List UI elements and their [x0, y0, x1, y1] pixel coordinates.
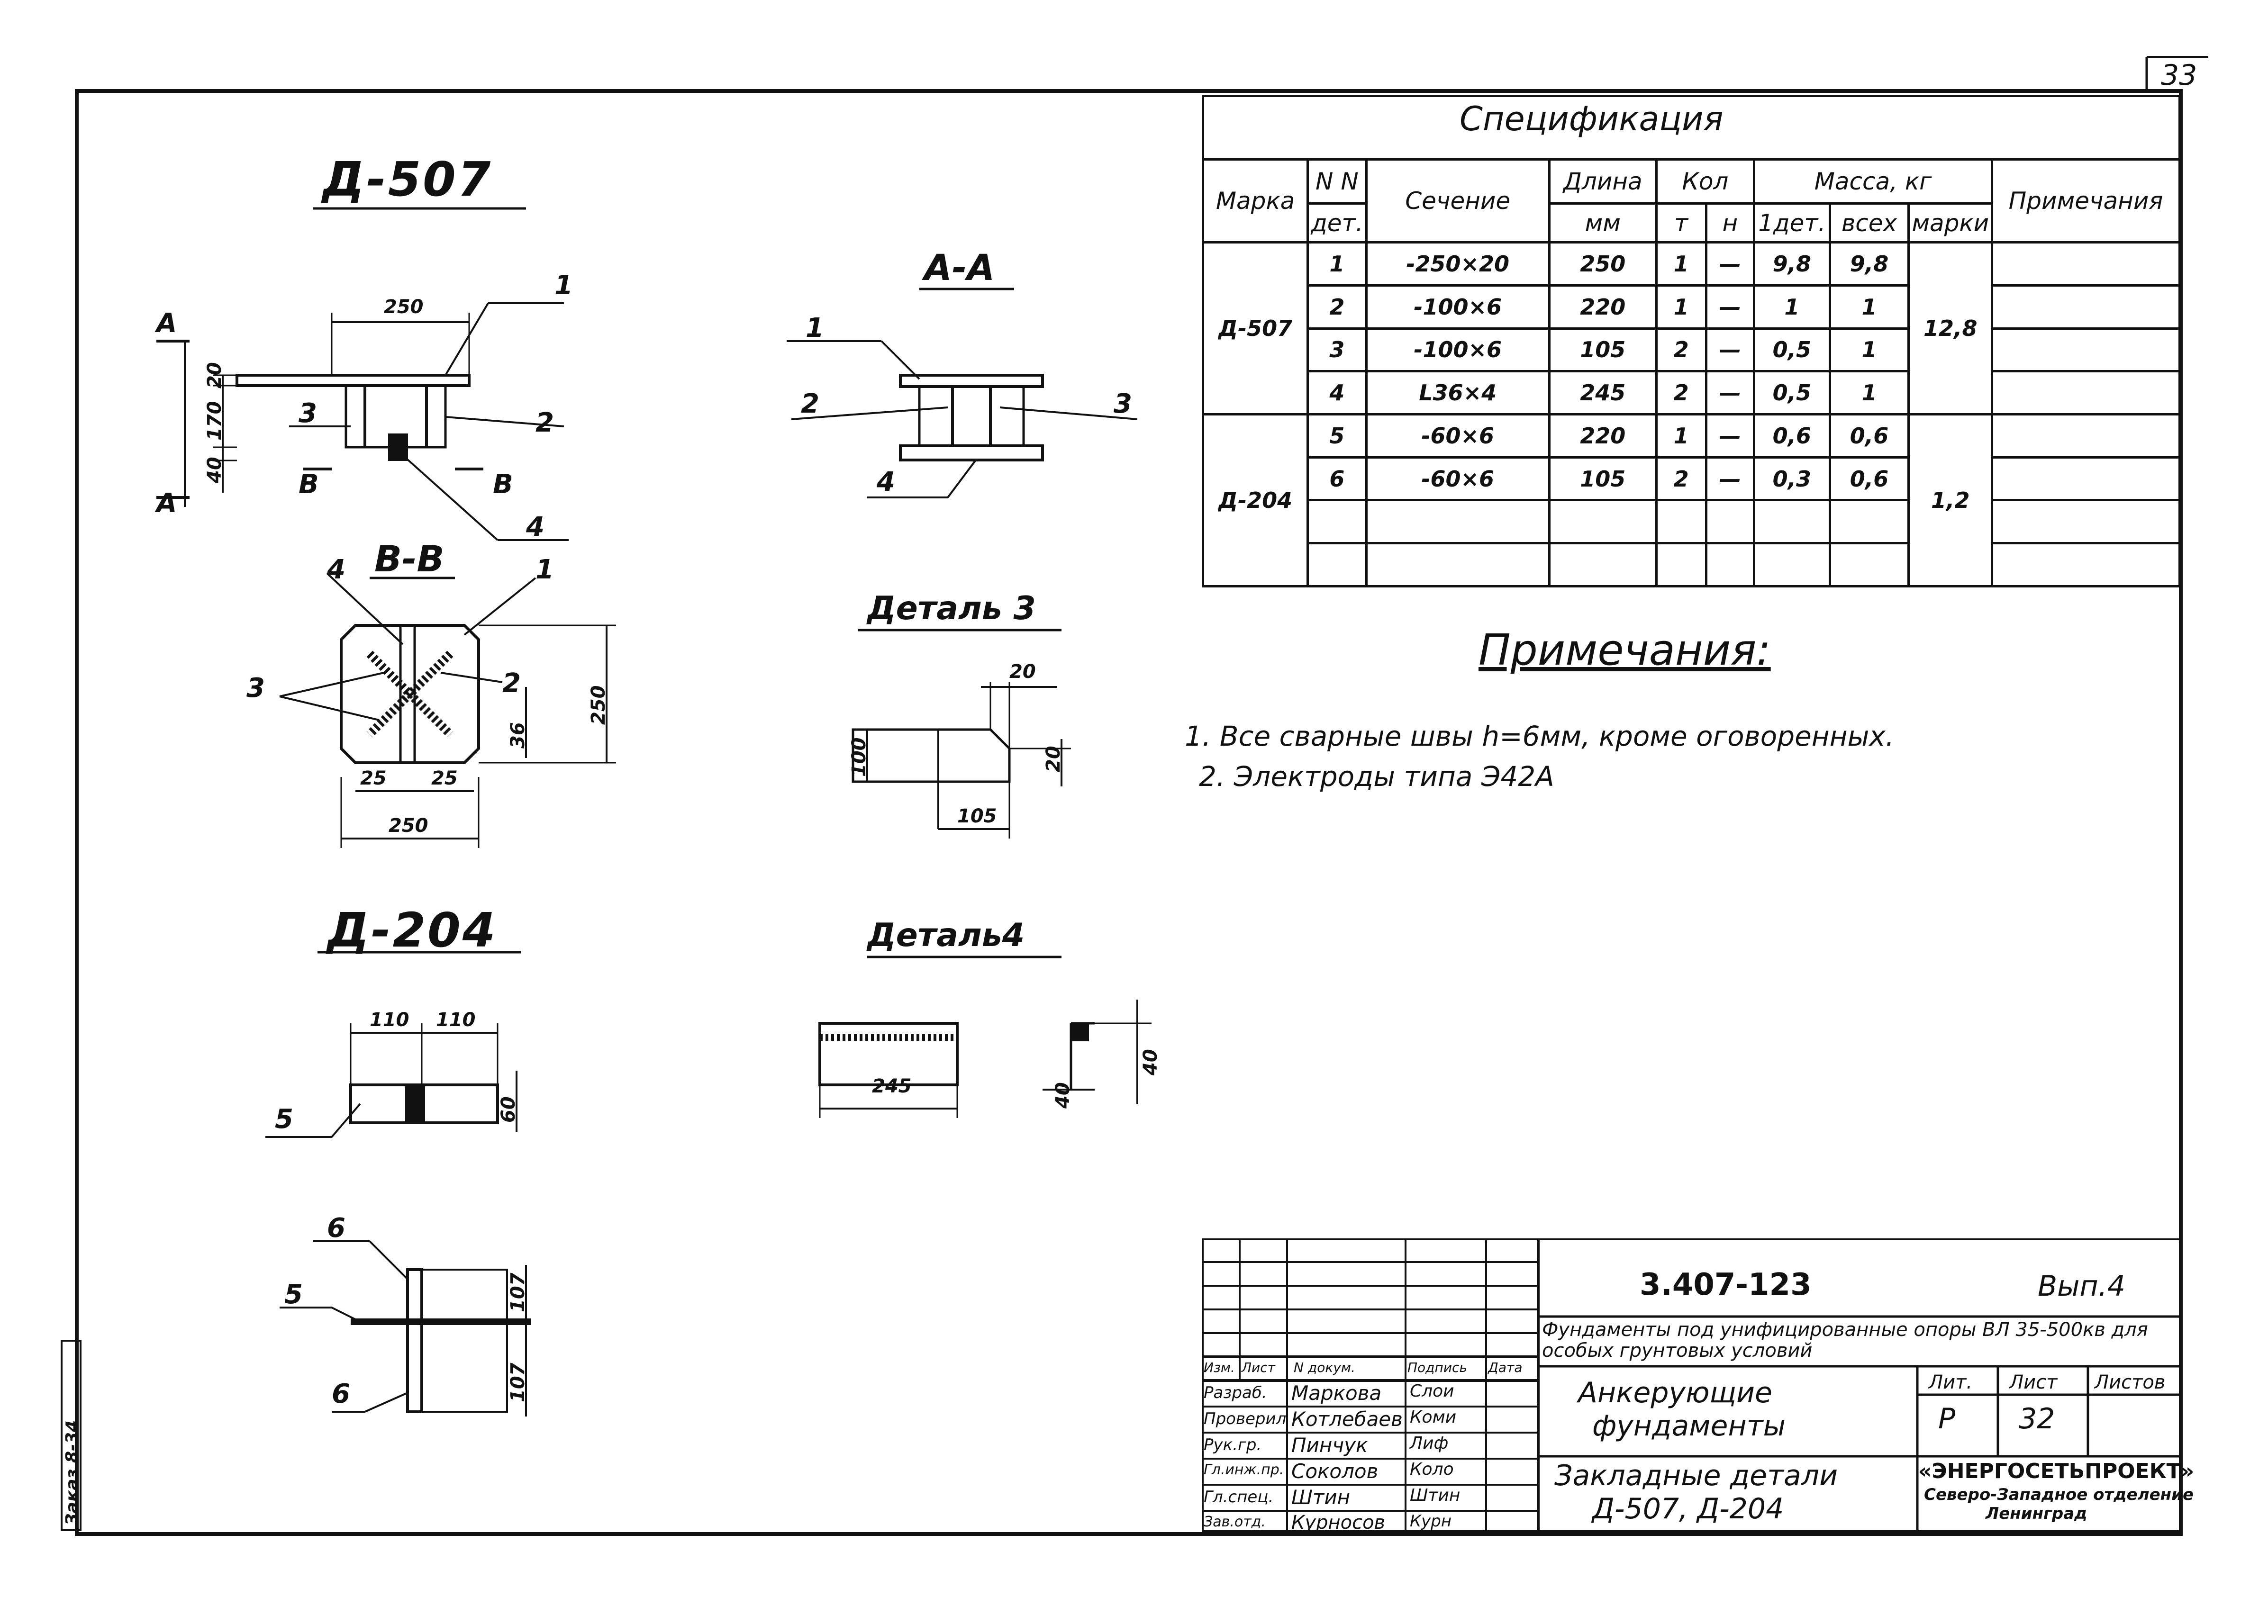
note-item-2: 2. Электроды типа Э42А	[1199, 760, 1554, 793]
spec-cell: 2	[1656, 457, 1706, 500]
tb-section-title-1: Анкерующие	[1578, 1376, 1772, 1409]
detail4-dim-40a: 40	[1140, 1049, 1161, 1075]
spec-cell: 0,6	[1754, 415, 1830, 458]
tb-staff-role: Разраб.	[1204, 1383, 1267, 1402]
spec-head-n: н	[1706, 203, 1754, 242]
spec-cell: —	[1706, 243, 1754, 286]
spec-head-kol: Кол	[1656, 160, 1754, 204]
d507-dim-h20: 20	[204, 362, 226, 388]
spec-cell: —	[1706, 415, 1754, 458]
section-aa-title: А-А	[924, 246, 995, 289]
side-stamp-text: Заказ 8-34	[63, 1420, 82, 1525]
tb-staff-name: Штин	[1291, 1486, 1351, 1509]
d204-side-lead-6b: 6	[332, 1379, 350, 1409]
section-aa-lead-2: 2	[801, 388, 819, 419]
tb-listov-label: Листов	[2095, 1371, 2166, 1393]
d204-dim-110b: 110	[436, 1009, 476, 1031]
spec-cell: 2	[1656, 371, 1706, 415]
spec-cell: 0,5	[1754, 371, 1830, 415]
spec-cell: 0,6	[1830, 415, 1909, 458]
spec-cell: 220	[1549, 415, 1656, 458]
spec-row	[1203, 371, 2180, 415]
detail4-title: Деталь4	[867, 917, 1025, 954]
d507-lead-2: 2	[535, 407, 554, 438]
d204-side-view	[280, 1241, 531, 1416]
spec-cell: 2	[1308, 285, 1366, 328]
spec-cell: 0,6	[1830, 457, 1909, 500]
tb-org-3: Ленинград	[1986, 1504, 2087, 1523]
spec-head-marka: Марка	[1203, 160, 1308, 243]
tb-staff-name: Курносов	[1291, 1512, 1386, 1534]
section-bb-lead-1: 1	[535, 554, 554, 585]
specification-table	[1202, 95, 2181, 587]
spec-head-primechanie: Примечания	[1992, 160, 2180, 243]
d507-dim-h40: 40	[204, 457, 226, 483]
tb-col-ndok: N докум.	[1294, 1360, 1355, 1375]
section-bb-lead-3: 3	[246, 673, 265, 704]
spec-cell: 1	[1656, 285, 1706, 328]
tb-staff-role: Проверил	[1204, 1409, 1287, 1428]
spec-cell: L36×4	[1366, 371, 1549, 415]
tb-list: 32	[2019, 1402, 2055, 1435]
d204-title: Д-204	[327, 902, 498, 958]
detail4-view	[820, 957, 1152, 1118]
d204-dim-110a: 110	[370, 1009, 409, 1031]
spec-row	[1203, 243, 2180, 286]
tb-drawing-title-1: Закладные детали	[1554, 1459, 1838, 1492]
d507-title: Д-507	[322, 152, 493, 207]
tb-staff-name: Котлебаев	[1291, 1407, 1403, 1431]
spec-cell	[1992, 457, 2180, 500]
tb-org-2: Северо-Западное отделение	[1924, 1485, 2194, 1504]
d507-cut-a-bottom: А	[156, 488, 177, 519]
section-aa-view	[787, 289, 1137, 497]
section-bb-lead-4: 4	[327, 554, 345, 585]
spec-cell: 3	[1308, 328, 1366, 371]
tb-col-podpis: Подпись	[1407, 1360, 1467, 1375]
spec-head-det: дет.	[1308, 203, 1366, 242]
d204-side-lead-6a: 6	[327, 1213, 345, 1244]
spec-cell: -60×6	[1366, 415, 1549, 458]
spec-marka: Д-507	[1203, 243, 1308, 415]
tb-drawing-title-2: Д-507, Д-204	[1592, 1492, 1784, 1525]
d507-cut-b-right: В	[493, 469, 513, 500]
tb-staff-sign: Штин	[1410, 1486, 1461, 1505]
d507-lead-4: 4	[526, 512, 544, 542]
spec-cell: 1	[1830, 328, 1909, 371]
section-bb-dim-25b: 25	[431, 767, 458, 789]
tb-staff-name: Маркова	[1291, 1381, 1382, 1405]
detail3-dim-100: 100	[848, 737, 870, 777]
spec-cell: 1	[1754, 285, 1830, 328]
d204-side-dim-107a: 107	[507, 1272, 529, 1312]
spec-cell: 105	[1549, 328, 1656, 371]
tb-org-1: «ЭНЕРГОСЕТЬПРОЕКТ»	[1918, 1459, 2195, 1483]
section-bb-title: В-В	[374, 538, 445, 580]
spec-head-nn: N N	[1308, 160, 1366, 204]
spec-head-vseh: всех	[1830, 203, 1909, 242]
spec-row	[1203, 415, 2180, 458]
spec-cell	[1992, 371, 2180, 415]
spec-cell: 4	[1308, 371, 1366, 415]
section-bb-dim-36: 36	[507, 722, 529, 749]
spec-cell	[1992, 243, 2180, 286]
spec-head-dlina: Длина	[1549, 160, 1656, 204]
spec-head-mm: мм	[1549, 203, 1656, 242]
d204-lead-5: 5	[275, 1104, 293, 1135]
spec-cell: 5	[1308, 415, 1366, 458]
tb-lit: Р	[1938, 1402, 1956, 1435]
spec-cell: 1	[1656, 243, 1706, 286]
spec-cell: -100×6	[1366, 285, 1549, 328]
section-bb-dim-250-side: 250	[588, 685, 609, 725]
spec-cell: 0,5	[1754, 328, 1830, 371]
spec-head-sechenie: Сечение	[1366, 160, 1549, 243]
spec-cell	[1992, 415, 2180, 458]
spec-head-t: т	[1656, 203, 1706, 242]
tb-staff-sign: Курн	[1410, 1512, 1452, 1531]
note-item-1: 1. Все сварные швы h=6мм, кроме оговоренных.	[1185, 720, 1895, 752]
spec-cell: 9,8	[1830, 243, 1909, 286]
spec-cell: —	[1706, 328, 1754, 371]
tb-list-label: Лист	[2009, 1371, 2058, 1393]
spec-cell: 1	[1656, 415, 1706, 458]
d507-dim-h170: 170	[204, 401, 226, 441]
detail3-title: Деталь 3	[867, 590, 1036, 627]
section-aa-lead-3: 3	[1114, 388, 1132, 419]
spec-cell: 6	[1308, 457, 1366, 500]
tb-staff-name: Соколов	[1291, 1460, 1379, 1483]
section-bb-dim-250-bottom: 250	[389, 815, 428, 837]
spec-cell: 245	[1549, 371, 1656, 415]
tb-col-list: Лист	[1242, 1360, 1275, 1375]
tb-section-title-2: фундаменты	[1592, 1409, 1786, 1443]
tb-col-data: Дата	[1488, 1360, 1523, 1375]
d204-side-lead-5: 5	[284, 1279, 303, 1310]
spec-cell: 105	[1549, 457, 1656, 500]
section-aa-lead-4: 4	[877, 467, 895, 497]
d507-dim-top: 250	[384, 296, 424, 318]
spec-row	[1203, 457, 2180, 500]
d204-dim-60: 60	[498, 1096, 519, 1123]
d507-cut-b-left: В	[299, 469, 319, 500]
spec-cell: 220	[1549, 285, 1656, 328]
spec-caption: Спецификация	[1460, 99, 1724, 138]
section-aa-lead-1: 1	[806, 313, 824, 343]
spec-cell: 2	[1656, 328, 1706, 371]
spec-cell: 1	[1830, 371, 1909, 415]
section-bb-view	[280, 573, 616, 848]
spec-cell	[1992, 285, 2180, 328]
spec-cell: -250×20	[1366, 243, 1549, 286]
spec-head-marki: марки	[1909, 203, 1992, 242]
notes-heading: Примечания:	[1479, 625, 1771, 675]
section-bb-dim-25a: 25	[360, 767, 387, 789]
tb-staff-role: Зав.отд.	[1204, 1514, 1266, 1530]
tb-doc-code: 3.407-123	[1640, 1267, 1812, 1302]
tb-staff-role: Рук.гр.	[1204, 1435, 1262, 1454]
tb-project: Фундаменты под унифицированные опоры ВЛ 35-500кв для особых грунтовых условий	[1542, 1319, 2148, 1362]
d507-cut-a-top: А	[156, 308, 177, 339]
spec-cell: 1	[1830, 285, 1909, 328]
spec-cell	[1992, 328, 2180, 371]
tb-staff-sign: Слои	[1410, 1381, 1454, 1401]
spec-row	[1203, 543, 2180, 586]
detail3-dim-105: 105	[957, 805, 997, 827]
detail4-dim-245: 245	[872, 1075, 912, 1097]
spec-row	[1203, 500, 2180, 543]
spec-row	[1203, 285, 2180, 328]
spec-cell: —	[1706, 371, 1754, 415]
spec-cell: 9,8	[1754, 243, 1830, 286]
d204-view	[265, 952, 521, 1137]
spec-cell: —	[1706, 285, 1754, 328]
detail3-dim-20-side: 20	[1043, 746, 1064, 772]
tb-staff-role: Гл.спец.	[1204, 1488, 1274, 1507]
d507-lead-1: 1	[554, 270, 573, 301]
tb-staff-sign: Лиф	[1410, 1434, 1449, 1453]
spec-mass-marki: 12,8	[1909, 243, 1992, 415]
spec-row	[1203, 328, 2180, 371]
tb-issue: Вып.4	[2038, 1270, 2126, 1303]
tb-staff-sign: Коло	[1410, 1460, 1454, 1479]
spec-cell: —	[1706, 457, 1754, 500]
section-bb-lead-2: 2	[502, 668, 521, 699]
spec-cell: -60×6	[1366, 457, 1549, 500]
spec-cell: 1	[1308, 243, 1366, 286]
detail3-dim-20-top: 20	[1009, 661, 1036, 683]
tb-staff-role: Гл.инж.пр.	[1204, 1462, 1284, 1478]
spec-cell: 250	[1549, 243, 1656, 286]
spec-head-1det: 1дет.	[1754, 203, 1830, 242]
sheet-number: 33	[2161, 59, 2197, 92]
tb-col-izm: Изм.	[1204, 1360, 1235, 1375]
tb-staff-sign: Коми	[1410, 1407, 1457, 1427]
spec-marka: Д-204	[1203, 415, 1308, 586]
spec-head-massa: Масса, кг	[1754, 160, 1992, 204]
d507-lead-3: 3	[299, 398, 317, 429]
spec-mass-marki: 1,2	[1909, 415, 1992, 586]
tb-staff-name: Пинчук	[1291, 1434, 1368, 1457]
detail4-dim-40b: 40	[1052, 1082, 1074, 1109]
d204-side-dim-107b: 107	[507, 1362, 529, 1402]
spec-cell: 0,3	[1754, 457, 1830, 500]
tb-lit-label: Лит.	[1929, 1371, 1973, 1393]
spec-cell: -100×6	[1366, 328, 1549, 371]
